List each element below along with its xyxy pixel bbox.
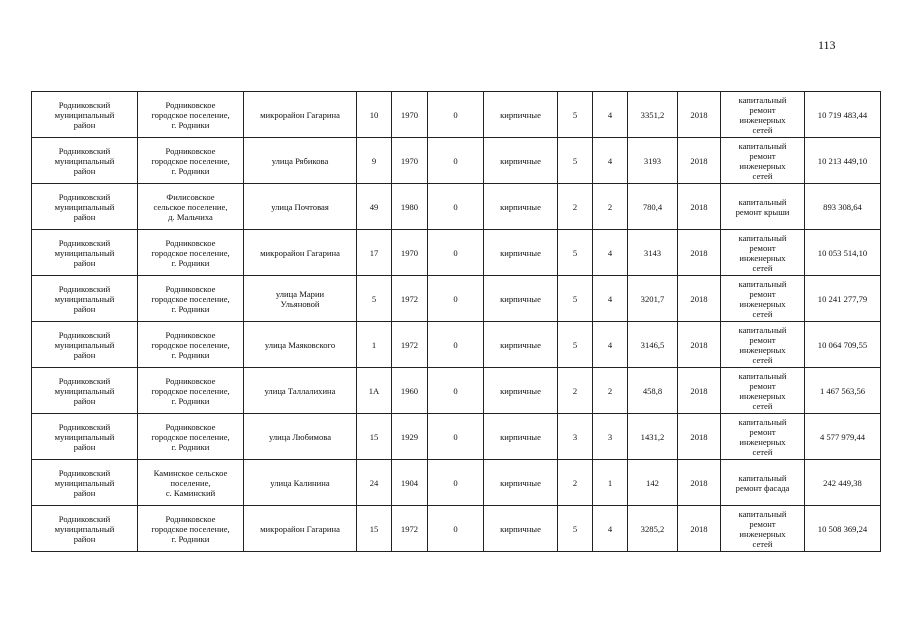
- buildings-table: [31, 91, 881, 552]
- table-row: [32, 276, 881, 322]
- settlement-cell: Родниковское городское поселение, г. Родники: [138, 230, 244, 276]
- wall-material-cell: кирпичные: [484, 138, 558, 184]
- repair-year-cell: 2018: [678, 368, 721, 414]
- street-cell: улица Маяковского: [244, 322, 357, 368]
- settlement-cell: Родниковское городское поселение, г. Родники: [138, 92, 244, 138]
- repair-year-cell: 2018: [678, 230, 721, 276]
- year-built-cell: 1972: [392, 322, 428, 368]
- work-type-cell: капитальный ремонт инженерных сетей: [721, 506, 805, 552]
- district-cell: Родниковский муниципальный район: [32, 92, 138, 138]
- house-number-cell: 9: [357, 138, 392, 184]
- repair-year-cell: 2018: [678, 460, 721, 506]
- floors-cell: 2: [558, 460, 593, 506]
- cost-cell: 10 241 277,79: [805, 276, 881, 322]
- wall-material-cell: кирпичные: [484, 92, 558, 138]
- house-number-cell: 15: [357, 414, 392, 460]
- street-cell: улица Марии Ульяновой: [244, 276, 357, 322]
- year-built-cell: 1904: [392, 460, 428, 506]
- work-type-cell: капитальный ремонт инженерных сетей: [721, 92, 805, 138]
- zero-value-cell: 0: [428, 92, 484, 138]
- settlement-cell: Родниковское городское поселение, г. Родники: [138, 414, 244, 460]
- cost-cell: 10 064 709,55: [805, 322, 881, 368]
- house-number-cell: 24: [357, 460, 392, 506]
- district-cell: Родниковский муниципальный район: [32, 460, 138, 506]
- street-cell: микрорайон Гагарина: [244, 92, 357, 138]
- cost-cell: 10 053 514,10: [805, 230, 881, 276]
- house-number-cell: 5: [357, 276, 392, 322]
- district-cell: Родниковский муниципальный район: [32, 230, 138, 276]
- district-cell: Родниковский муниципальный район: [32, 276, 138, 322]
- year-built-cell: 1972: [392, 506, 428, 552]
- wall-material-cell: кирпичные: [484, 276, 558, 322]
- cost-cell: 10 719 483,44: [805, 92, 881, 138]
- repair-year-cell: 2018: [678, 414, 721, 460]
- district-cell: Родниковский муниципальный район: [32, 368, 138, 414]
- repair-year-cell: 2018: [678, 276, 721, 322]
- area-cell: 458,8: [628, 368, 678, 414]
- table-row: [32, 230, 881, 276]
- street-cell: улица Калинина: [244, 460, 357, 506]
- area-cell: 1431,2: [628, 414, 678, 460]
- floors-cell: 3: [558, 414, 593, 460]
- cost-cell: 1 467 563,56: [805, 368, 881, 414]
- repair-year-cell: 2018: [678, 322, 721, 368]
- house-number-cell: 1: [357, 322, 392, 368]
- zero-value-cell: 0: [428, 322, 484, 368]
- entrances-cell: 4: [593, 92, 628, 138]
- table-row: [32, 138, 881, 184]
- zero-value-cell: 0: [428, 138, 484, 184]
- street-cell: улица Таллалихина: [244, 368, 357, 414]
- street-cell: улица Почтовая: [244, 184, 357, 230]
- house-number-cell: 49: [357, 184, 392, 230]
- house-number-cell: 10: [357, 92, 392, 138]
- street-cell: улица Любимова: [244, 414, 357, 460]
- repair-year-cell: 2018: [678, 138, 721, 184]
- house-number-cell: 1А: [357, 368, 392, 414]
- district-cell: Родниковский муниципальный район: [32, 414, 138, 460]
- work-type-cell: капитальный ремонт инженерных сетей: [721, 414, 805, 460]
- wall-material-cell: кирпичные: [484, 368, 558, 414]
- area-cell: 780,4: [628, 184, 678, 230]
- floors-cell: 5: [558, 322, 593, 368]
- settlement-cell: Каминское сельское поселение, с. Каминский: [138, 460, 244, 506]
- year-built-cell: 1960: [392, 368, 428, 414]
- entrances-cell: 3: [593, 414, 628, 460]
- floors-cell: 5: [558, 92, 593, 138]
- zero-value-cell: 0: [428, 506, 484, 552]
- area-cell: 3146,5: [628, 322, 678, 368]
- repair-year-cell: 2018: [678, 184, 721, 230]
- repair-year-cell: 2018: [678, 506, 721, 552]
- district-cell: Родниковский муниципальный район: [32, 184, 138, 230]
- year-built-cell: 1929: [392, 414, 428, 460]
- page-number: 113: [818, 38, 836, 52]
- street-cell: микрорайон Гагарина: [244, 230, 357, 276]
- floors-cell: 5: [558, 506, 593, 552]
- entrances-cell: 4: [593, 230, 628, 276]
- year-built-cell: 1970: [392, 92, 428, 138]
- street-cell: улица Рябикова: [244, 138, 357, 184]
- area-cell: 3201,7: [628, 276, 678, 322]
- zero-value-cell: 0: [428, 414, 484, 460]
- table-row: [32, 184, 881, 230]
- cost-cell: 4 577 979,44: [805, 414, 881, 460]
- floors-cell: 2: [558, 184, 593, 230]
- entrances-cell: 4: [593, 322, 628, 368]
- area-cell: 3351,2: [628, 92, 678, 138]
- year-built-cell: 1970: [392, 230, 428, 276]
- district-cell: Родниковский муниципальный район: [32, 138, 138, 184]
- cost-cell: 10 508 369,24: [805, 506, 881, 552]
- work-type-cell: капитальный ремонт крыши: [721, 184, 805, 230]
- floors-cell: 5: [558, 230, 593, 276]
- wall-material-cell: кирпичные: [484, 506, 558, 552]
- area-cell: 3193: [628, 138, 678, 184]
- cost-cell: 242 449,38: [805, 460, 881, 506]
- table-row: [32, 92, 881, 138]
- street-cell: микрорайон Гагарина: [244, 506, 357, 552]
- work-type-cell: капитальный ремонт инженерных сетей: [721, 322, 805, 368]
- settlement-cell: Родниковское городское поселение, г. Родники: [138, 368, 244, 414]
- year-built-cell: 1980: [392, 184, 428, 230]
- zero-value-cell: 0: [428, 368, 484, 414]
- zero-value-cell: 0: [428, 276, 484, 322]
- zero-value-cell: 0: [428, 230, 484, 276]
- cost-cell: 893 308,64: [805, 184, 881, 230]
- settlement-cell: Родниковское городское поселение, г. Родники: [138, 506, 244, 552]
- floors-cell: 5: [558, 138, 593, 184]
- table-row: [32, 414, 881, 460]
- floors-cell: 5: [558, 276, 593, 322]
- zero-value-cell: 0: [428, 460, 484, 506]
- entrances-cell: 4: [593, 276, 628, 322]
- house-number-cell: 17: [357, 230, 392, 276]
- repair-year-cell: 2018: [678, 92, 721, 138]
- entrances-cell: 4: [593, 506, 628, 552]
- floors-cell: 2: [558, 368, 593, 414]
- table-row: [32, 506, 881, 552]
- house-number-cell: 15: [357, 506, 392, 552]
- district-cell: Родниковский муниципальный район: [32, 506, 138, 552]
- entrances-cell: 1: [593, 460, 628, 506]
- settlement-cell: Филисовское сельское поселение, д. Мальчиха: [138, 184, 244, 230]
- wall-material-cell: кирпичные: [484, 184, 558, 230]
- table-row: [32, 322, 881, 368]
- wall-material-cell: кирпичные: [484, 414, 558, 460]
- year-built-cell: 1970: [392, 138, 428, 184]
- settlement-cell: Родниковское городское поселение, г. Родники: [138, 138, 244, 184]
- area-cell: 3143: [628, 230, 678, 276]
- area-cell: 142: [628, 460, 678, 506]
- wall-material-cell: кирпичные: [484, 460, 558, 506]
- settlement-cell: Родниковское городское поселение, г. Родники: [138, 322, 244, 368]
- cost-cell: 10 213 449,10: [805, 138, 881, 184]
- zero-value-cell: 0: [428, 184, 484, 230]
- work-type-cell: капитальный ремонт инженерных сетей: [721, 138, 805, 184]
- entrances-cell: 4: [593, 138, 628, 184]
- work-type-cell: капитальный ремонт фасада: [721, 460, 805, 506]
- work-type-cell: капитальный ремонт инженерных сетей: [721, 368, 805, 414]
- entrances-cell: 2: [593, 184, 628, 230]
- wall-material-cell: кирпичные: [484, 322, 558, 368]
- year-built-cell: 1972: [392, 276, 428, 322]
- area-cell: 3285,2: [628, 506, 678, 552]
- work-type-cell: капитальный ремонт инженерных сетей: [721, 230, 805, 276]
- table-row: [32, 368, 881, 414]
- work-type-cell: капитальный ремонт инженерных сетей: [721, 276, 805, 322]
- district-cell: Родниковский муниципальный район: [32, 322, 138, 368]
- table-row: [32, 460, 881, 506]
- entrances-cell: 2: [593, 368, 628, 414]
- wall-material-cell: кирпичные: [484, 230, 558, 276]
- settlement-cell: Родниковское городское поселение, г. Родники: [138, 276, 244, 322]
